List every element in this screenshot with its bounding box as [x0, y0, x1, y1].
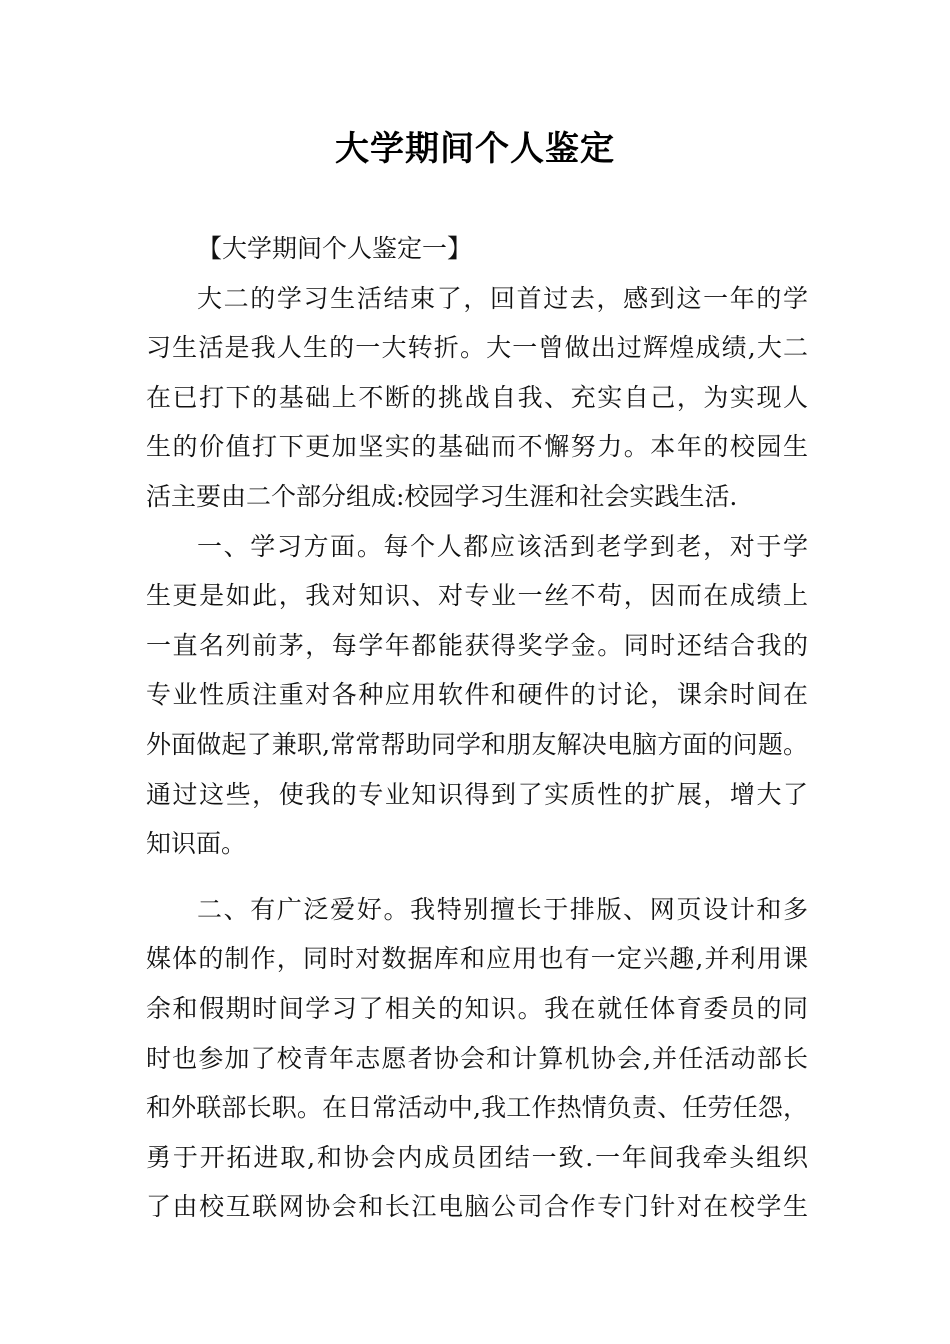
document-body	[146, 224, 808, 1232]
paragraph-line: 时也参加了校青年志愿者协会和计算机协会,并任活动部长	[146, 1043, 808, 1073]
paragraph-line: 和外联部长职。在日常活动中,我工作热情负责、任劳任怨，	[146, 1093, 808, 1123]
paragraph-1	[146, 274, 808, 522]
paragraph-line: 生更是如此，我对知识、对专业一丝不苟，因而在成绩上	[146, 581, 808, 611]
paragraph-line: 勇于开拓进取,和协会内成员团结一致.一年间我牵头组织	[146, 1142, 808, 1172]
section-heading	[146, 224, 808, 274]
paragraph-line: 活主要由二个部分组成:校园学习生涯和社会实践生活.	[146, 481, 738, 511]
paragraph-3	[146, 885, 808, 1232]
paragraph-line: 了由校互联网协会和长江电脑公司合作专门针对在校学生	[146, 1192, 808, 1222]
paragraph-line: 通过这些，使我的专业知识得到了实质性的扩展，增大了	[146, 779, 808, 809]
paragraph-line: 知识面。	[146, 829, 247, 859]
paragraph-line: 余和假期时间学习了相关的知识。我在就任体育委员的同	[146, 993, 808, 1023]
paragraph-line: 外面做起了兼职,常常帮助同学和朋友解决电脑方面的问题。	[146, 729, 808, 759]
paragraph-line: 习生活是我人生的一大转折。大一曾做出过辉煌成绩,大二	[146, 333, 808, 363]
paragraph-line: 生的价值打下更加坚实的基础而不懈努力。本年的校园生	[146, 432, 808, 462]
paragraph-line: 媒体的制作，同时对数据库和应用也有一定兴趣,并利用课	[146, 944, 808, 974]
section-heading-text: 【大学期间个人鉴定一】	[197, 234, 473, 263]
document-title: 大学期间个人鉴定	[335, 129, 615, 169]
paragraph-line: 专业性质注重对各种应用软件和硬件的讨论，课余时间在	[146, 680, 808, 710]
paragraph-line: 大二的学习生活结束了，回首过去，感到这一年的学	[197, 283, 808, 313]
paragraph-gap	[146, 869, 808, 885]
paragraph-line: 二、有广泛爱好。我特别擅长于排版、网页设计和多	[197, 894, 808, 924]
paragraph-line: 在已打下的基础上不断的挑战自我、充实自己，为实现人	[146, 382, 808, 412]
paragraph-line: 一、学习方面。每个人都应该活到老学到老，对于学	[197, 531, 808, 561]
paragraph-line: 一直名列前茅，每学年都能获得奖学金。同时还结合我的	[146, 630, 808, 660]
paragraph-2	[146, 522, 808, 869]
